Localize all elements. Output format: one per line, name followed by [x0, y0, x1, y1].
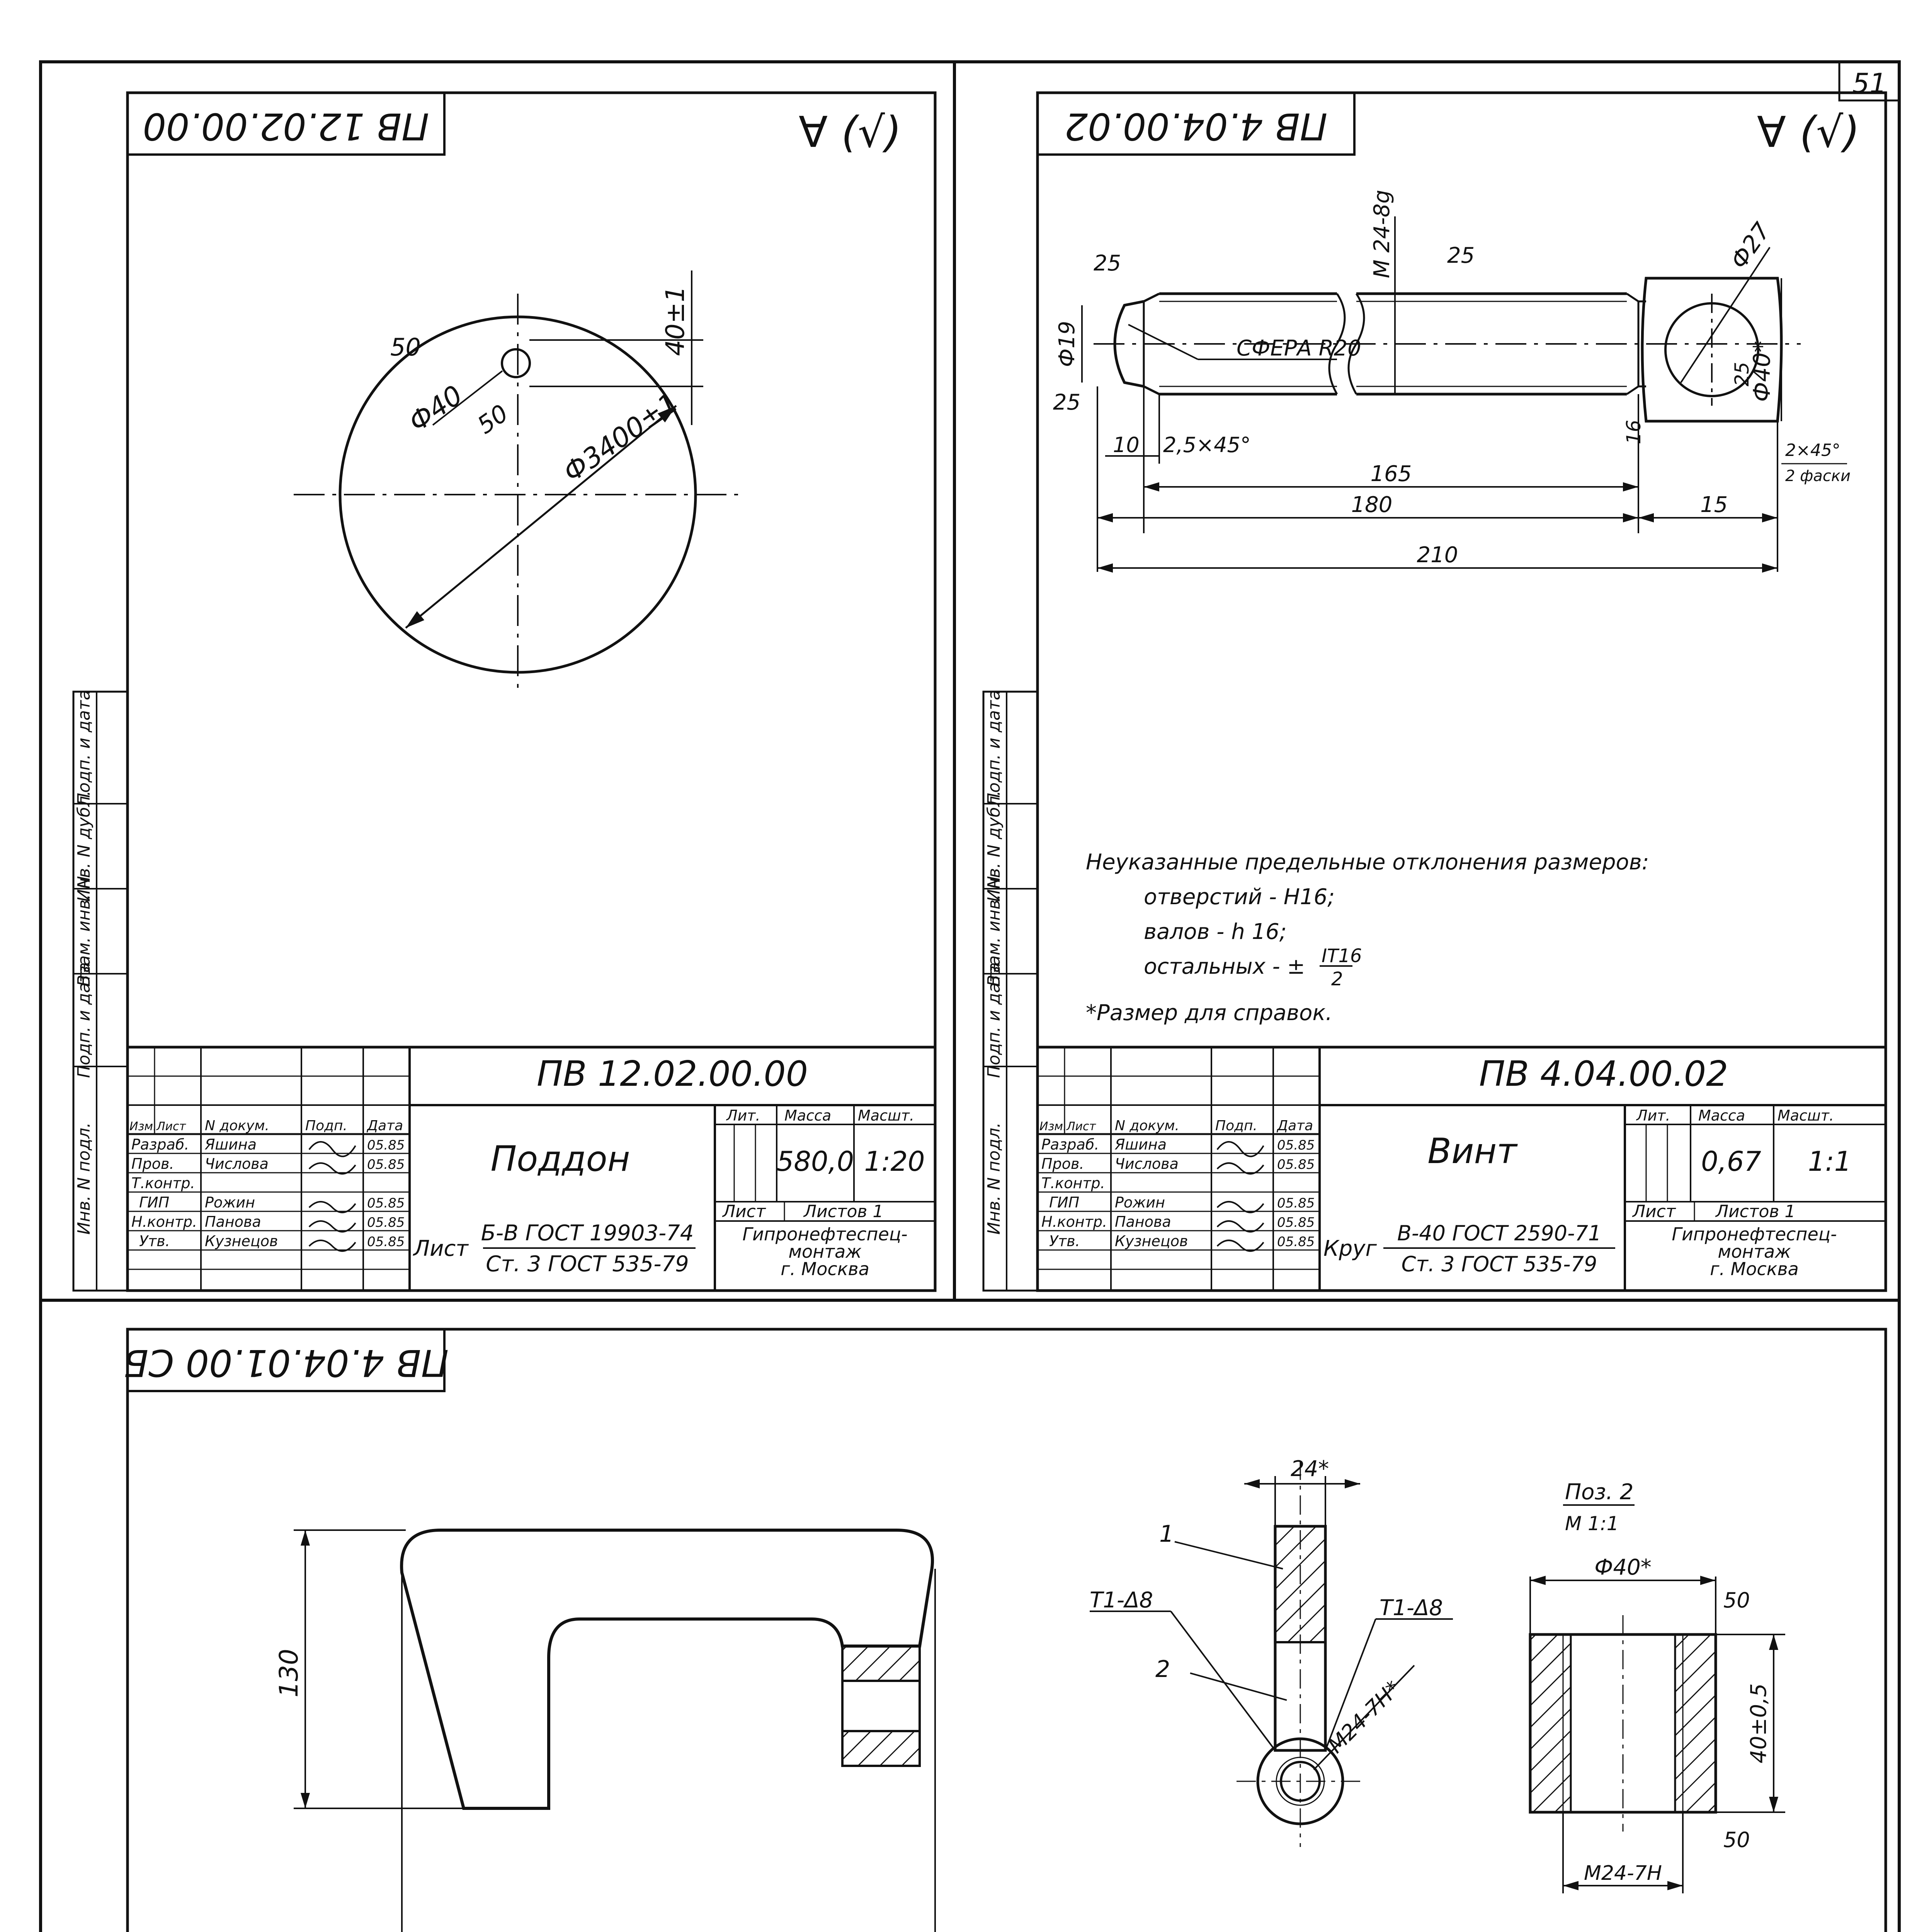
sheet1-side-stamp [73, 690, 128, 1291]
insert-hatch-top [842, 1646, 920, 1681]
company: монтаж [788, 1241, 862, 1262]
sheet2-dim-d19: Ф19 [1055, 321, 1080, 367]
sheet3-mirrored-code: ПВ 4.04.01.00 СБ [123, 1341, 449, 1384]
sheet2-dim-10: 10 [1113, 433, 1140, 457]
sheet2-rough-25a: 25 [1447, 243, 1475, 268]
sheet2-scale: 1:1 [1808, 1146, 1852, 1177]
person: Кузнецов [205, 1233, 278, 1250]
sheet2-dim-16: 16 [1623, 420, 1645, 444]
sheet3-frame [128, 1329, 1886, 1932]
role-tkontr: Т.контр. [1041, 1175, 1105, 1192]
sheet3-poz2-scale: М 1:1 [1565, 1512, 1619, 1535]
signature [1217, 1142, 1264, 1156]
th-lit: Лит. [726, 1107, 760, 1124]
sheet2-name: Винт [1427, 1131, 1517, 1172]
th-list2: Лист [1633, 1202, 1676, 1221]
date: 05.85 [1277, 1215, 1315, 1230]
sheet3-poz2: Поз. 2 [1565, 1480, 1634, 1505]
side-label-1: Инв. N подл. [984, 1122, 1004, 1235]
role-gip: ГИП [1049, 1194, 1080, 1211]
side-label-4: Инв. N дубл. [984, 790, 1004, 902]
th-list: Лист [1067, 1120, 1096, 1133]
th-masshtab: Масшт. [858, 1107, 914, 1124]
sheet2-roughness: ∀ (√) [1757, 107, 1860, 157]
person: Панова [1115, 1213, 1171, 1230]
sheet2-rough-25b: 25 [1094, 251, 1121, 276]
sheet2-dim-d27: Ф27 [1725, 218, 1776, 274]
note: отверстий - H16; [1144, 884, 1335, 910]
sheet2-material-prefix: Круг [1323, 1236, 1377, 1261]
sheet1-roughness: ∀ (√) [798, 107, 902, 157]
role-nkontr: Н.контр. [1041, 1213, 1107, 1230]
sheet1-material-top: Б-В ГОСТ 19903-74 [481, 1221, 694, 1246]
company: г. Москва [781, 1259, 869, 1279]
sheet2-notes [1086, 850, 1649, 1026]
screw-view [1053, 190, 1851, 572]
date: 05.85 [367, 1215, 405, 1230]
note-fraction-den: 2 [1331, 968, 1343, 990]
bushing-hatch-left [1530, 1634, 1571, 1812]
sheet2-frame [1038, 93, 1886, 1291]
sheet2-mirrored-code: ПВ 4.04.00.02 [1064, 105, 1328, 148]
sheet1-title-block [128, 1047, 935, 1291]
sheet2-mass: 0,67 [1701, 1146, 1761, 1177]
side-label-2: Подп. и дата [74, 962, 94, 1078]
signature [309, 1142, 356, 1156]
person: Яшина [205, 1136, 257, 1153]
sheet3-r50a: 50 [1723, 1588, 1750, 1612]
date: 05.85 [1277, 1234, 1315, 1250]
role-prov: Пров. [1041, 1155, 1084, 1172]
sheet3-weld-left: Т1-Δ8 [1090, 1588, 1153, 1613]
person: Кузнецов [1115, 1233, 1188, 1250]
role-gip: ГИП [139, 1194, 170, 1211]
sheet-3 [73, 1329, 1886, 1932]
role-prov: Пров. [131, 1155, 174, 1172]
company: Гипронефтеспец- [742, 1224, 908, 1245]
sheet1-material-bottom: Ст. 3 ГОСТ 535-79 [486, 1252, 689, 1277]
side-label-3: Взам. инв. N [74, 876, 94, 986]
role-razrab: Разраб. [131, 1136, 189, 1153]
th-podp: Подп. [305, 1118, 347, 1134]
poz2-view [1530, 1480, 1785, 1893]
company: монтаж [1718, 1241, 1791, 1262]
bushing-hatch-right [1675, 1634, 1716, 1812]
person: Числова [205, 1155, 269, 1172]
person: Панова [205, 1213, 261, 1230]
note: остальных - ± [1144, 954, 1305, 979]
date: 05.85 [1277, 1196, 1315, 1211]
sheet3-r50b: 50 [1723, 1828, 1750, 1852]
sheet3-dim-h40: 40±0,5 [1746, 1683, 1771, 1764]
th-list: Лист [156, 1120, 186, 1133]
sheet2-material-top: В-40 ГОСТ 2590-71 [1397, 1221, 1602, 1245]
sheet2-rough-25d: 25 [1731, 362, 1753, 386]
person: Рожин [205, 1194, 255, 1211]
sheet1-mass: 580,0 [776, 1146, 854, 1177]
sheet-1 [73, 93, 935, 1291]
sheet2-dim-chamfer2b: 2 фаски [1785, 467, 1851, 485]
sheet1-dim-offset: 40±1 [660, 286, 690, 356]
sheet2-dim-210: 210 [1417, 543, 1458, 568]
th-lit: Лит. [1636, 1107, 1670, 1124]
note-fraction-num: IT16 [1322, 945, 1362, 967]
sheet2-dim-165: 165 [1370, 461, 1412, 486]
date: 05.85 [1277, 1138, 1315, 1153]
sheet2-material-bottom: Ст. 3 ГОСТ 535-79 [1401, 1252, 1597, 1276]
sheet3-dim-24: 24* [1291, 1456, 1329, 1481]
page-number: 51 [1852, 68, 1887, 99]
small-hole [502, 349, 530, 377]
sheet3-dim-130: 130 [274, 1649, 304, 1697]
th-masshtab: Масшт. [1778, 1107, 1834, 1124]
sheet1-name: Поддон [490, 1139, 630, 1179]
sheet2-sheets: Листов 1 [1716, 1202, 1796, 1221]
role-utv: Утв. [1049, 1233, 1080, 1250]
th-podp: Подп. [1215, 1118, 1257, 1134]
sheet-2 [983, 93, 1886, 1291]
th-ndokum: N докум. [1115, 1118, 1179, 1134]
th-list2: Лист [723, 1202, 766, 1221]
note: Неуказанные предельные отклонения размеров: [1086, 850, 1649, 875]
sheet2-title-block [1038, 1047, 1886, 1291]
sheet1-material-prefix: Лист [413, 1236, 468, 1261]
outer-frame [41, 62, 1899, 1932]
side-view [1090, 1456, 1453, 1847]
role-tkontr: Т.контр. [131, 1175, 195, 1192]
sheet3-weld-right: Т1-Δ8 [1379, 1595, 1443, 1621]
company: Гипронефтеспец- [1672, 1224, 1837, 1245]
role-razrab: Разраб. [1041, 1136, 1099, 1153]
sheet3-dim-m24: М24-7Н [1584, 1862, 1662, 1885]
sheet1-dim-d-big: Ф3400±1 [557, 386, 684, 488]
assembly-view [274, 1530, 935, 1932]
sheet2-dim-d40: Ф40* [1749, 341, 1776, 402]
th-massa: Масса [784, 1107, 832, 1124]
person: Рожин [1115, 1194, 1165, 1211]
insert-hatch-bot [842, 1731, 920, 1766]
date: 05.85 [1277, 1157, 1315, 1172]
sheet1-title-code: ПВ 12.02.00.00 [537, 1054, 808, 1094]
sheet1-scale: 1:20 [864, 1146, 925, 1177]
th-data: Дата [367, 1118, 403, 1134]
sheet2-rough-25c: 25 [1053, 390, 1081, 415]
sheet1-sheets: Листов 1 [804, 1202, 884, 1221]
sheet3-call-2: 2 [1155, 1656, 1170, 1683]
person: Яшина [1115, 1136, 1167, 1153]
sheet1-dim-d-small: Ф40 [403, 379, 469, 438]
side-label-5: Подп. и дата [984, 690, 1004, 806]
sheet3-dim-thread: М24-7Н* [1323, 1676, 1405, 1758]
side-label-5: Подп. и дата [74, 690, 94, 806]
side-label-1: Инв. N подл. [74, 1122, 94, 1235]
note: валов - h 16; [1144, 919, 1287, 944]
side-label-4: Инв. N дубл. [74, 790, 94, 902]
sheet2-dim-chamfer: 2,5×45° [1163, 433, 1251, 457]
date: 05.85 [367, 1138, 405, 1153]
date: 05.85 [367, 1196, 405, 1211]
side-label-3: Взам. инв. N [984, 876, 1004, 986]
th-data: Дата [1277, 1118, 1313, 1134]
sheet2-sphere: СФЕРА R20 [1237, 336, 1361, 361]
sheet2-side-stamp [983, 690, 1038, 1291]
person: Числова [1115, 1155, 1179, 1172]
company: г. Москва [1710, 1259, 1799, 1279]
th-massa: Масса [1698, 1107, 1745, 1124]
role-utv: Утв. [139, 1233, 170, 1250]
sheet2-dim-180: 180 [1351, 492, 1393, 517]
sheet1-dim-r2: 50 [472, 399, 514, 440]
date: 05.85 [367, 1157, 405, 1172]
th-izm: Изм. [1039, 1120, 1067, 1133]
sheet3-dim-d40: Ф40* [1594, 1555, 1652, 1580]
role-nkontr: Н.контр. [131, 1213, 197, 1230]
sheet2-dim-chamfer2: 2×45° [1785, 440, 1840, 460]
sheet2-title-code: ПВ 4.04.00.02 [1479, 1054, 1728, 1094]
sheet1-dim-r1: 50 [390, 333, 421, 361]
sheet2-dim-thread: М 24-8g [1369, 190, 1395, 278]
sheet3-call-1: 1 [1159, 1520, 1174, 1548]
date: 05.85 [367, 1234, 405, 1250]
note: *Размер для справок. [1086, 1000, 1333, 1026]
sphere-leader [1128, 325, 1198, 359]
side-label-2: Подп. и дата [984, 962, 1004, 1078]
sheet1-mirrored-code: ПВ 12.02.00.00 [143, 105, 429, 148]
sheet2-dim-15: 15 [1700, 492, 1728, 517]
th-ndokum: N докум. [205, 1118, 269, 1134]
th-izm: Изм. [129, 1120, 157, 1133]
